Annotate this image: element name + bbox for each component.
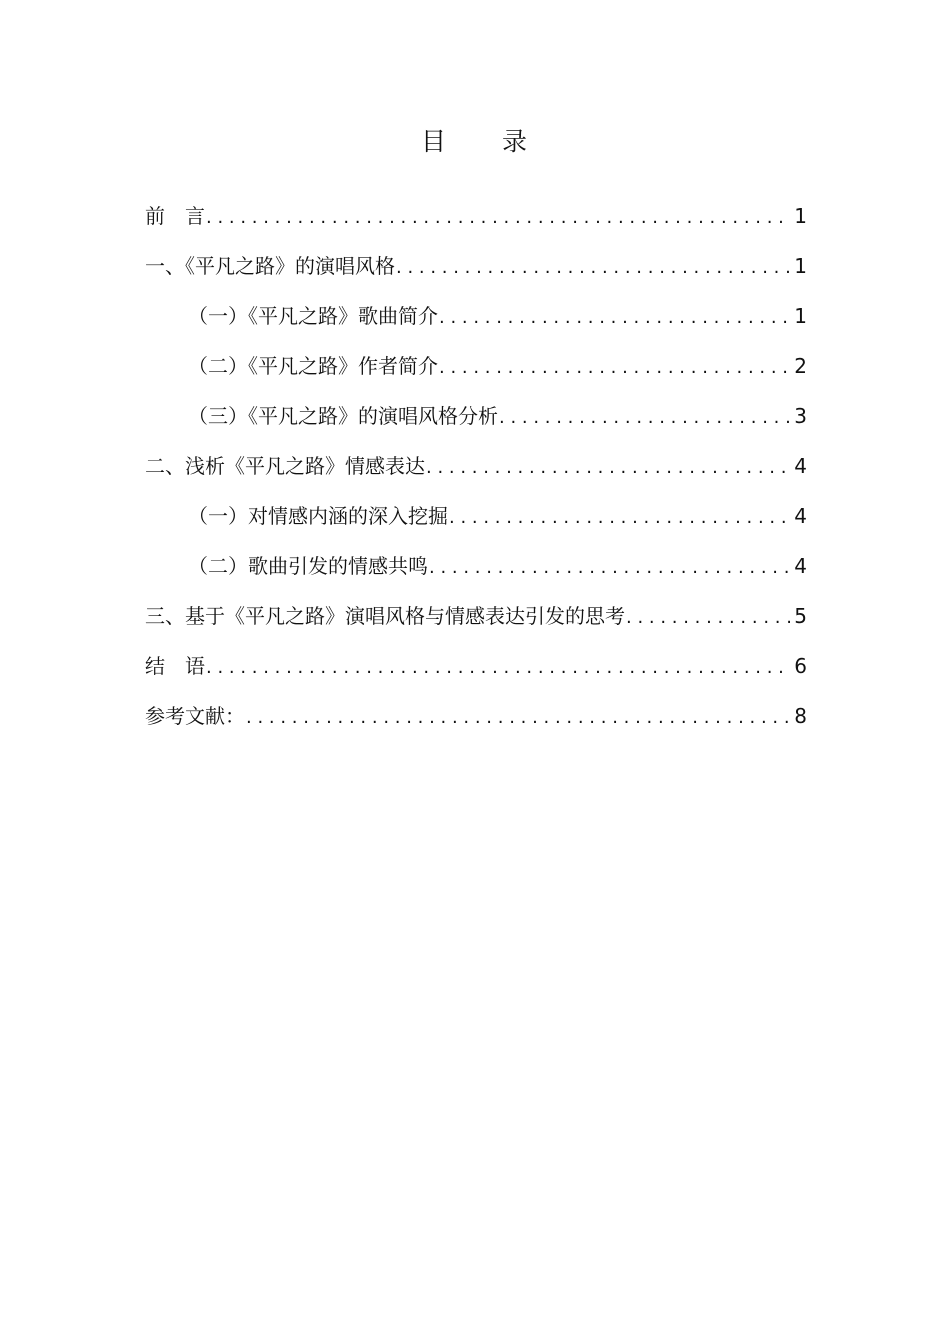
- toc-entry-chapter-2[interactable]: [145, 448, 807, 498]
- toc-dot-leader: [206, 200, 790, 236]
- toc-entry-label: （一）《平凡之路》歌曲简介: [188, 304, 438, 328]
- toc-page-number: 8: [794, 704, 807, 728]
- toc-page-number: 1: [794, 304, 807, 328]
- toc-page-number: 3: [794, 404, 807, 428]
- toc-entry-label: （二）歌曲引发的情感共鸣: [188, 554, 428, 578]
- toc-page-number: 4: [794, 504, 807, 528]
- toc-entry-references[interactable]: [145, 698, 807, 748]
- toc-dot-leader: [499, 400, 790, 436]
- toc-entry-chapter-3[interactable]: [145, 598, 807, 648]
- toc-dot-leader: [206, 650, 790, 686]
- toc-page-number: 1: [794, 204, 807, 228]
- toc-entry-section-1-1[interactable]: [145, 298, 807, 348]
- toc-entry-section-2-2[interactable]: [145, 548, 807, 598]
- toc-dot-leader: [246, 700, 790, 736]
- toc-page-number: 2: [794, 354, 807, 378]
- toc-page-number: 1: [794, 254, 807, 278]
- toc-page-number: 4: [794, 454, 807, 478]
- toc-page-number: 6: [794, 654, 807, 678]
- toc-list: [145, 198, 807, 748]
- toc-title: 目 录: [420, 127, 529, 156]
- toc-dot-leader: [626, 600, 790, 636]
- toc-entry-label: （三）《平凡之路》的演唱风格分析: [188, 404, 498, 428]
- toc-entry-label: 一、《平凡之路》的演唱风格: [145, 254, 395, 278]
- toc-entry-label: （一）对情感内涵的深入挖掘: [188, 504, 448, 528]
- toc-entry-label: 前 言: [145, 204, 205, 228]
- toc-entry-conclusion[interactable]: [145, 648, 807, 698]
- toc-entry-label: 二、浅析《平凡之路》情感表达: [145, 454, 425, 478]
- toc-dot-leader: [439, 350, 790, 386]
- toc-page-number: 5: [794, 604, 807, 628]
- toc-entry-preface[interactable]: [145, 198, 807, 248]
- toc-dot-leader: [396, 250, 790, 286]
- toc-page-number: 4: [794, 554, 807, 578]
- toc-dot-leader: [439, 300, 790, 336]
- toc-entry-section-1-2[interactable]: [145, 348, 807, 398]
- toc-entry-section-1-3[interactable]: [145, 398, 807, 448]
- toc-entry-label: （二）《平凡之路》作者简介: [188, 354, 438, 378]
- toc-dot-leader: [449, 500, 790, 536]
- toc-entry-label: 结 语: [145, 654, 205, 678]
- toc-dot-leader: [429, 550, 790, 586]
- toc-dot-leader: [426, 450, 790, 486]
- toc-entry-label: 三、基于《平凡之路》演唱风格与情感表达引发的思考: [145, 604, 625, 628]
- toc-entry-section-2-1[interactable]: [145, 498, 807, 548]
- toc-entry-chapter-1[interactable]: [145, 248, 807, 298]
- toc-entry-label: 参考文献：: [145, 704, 245, 728]
